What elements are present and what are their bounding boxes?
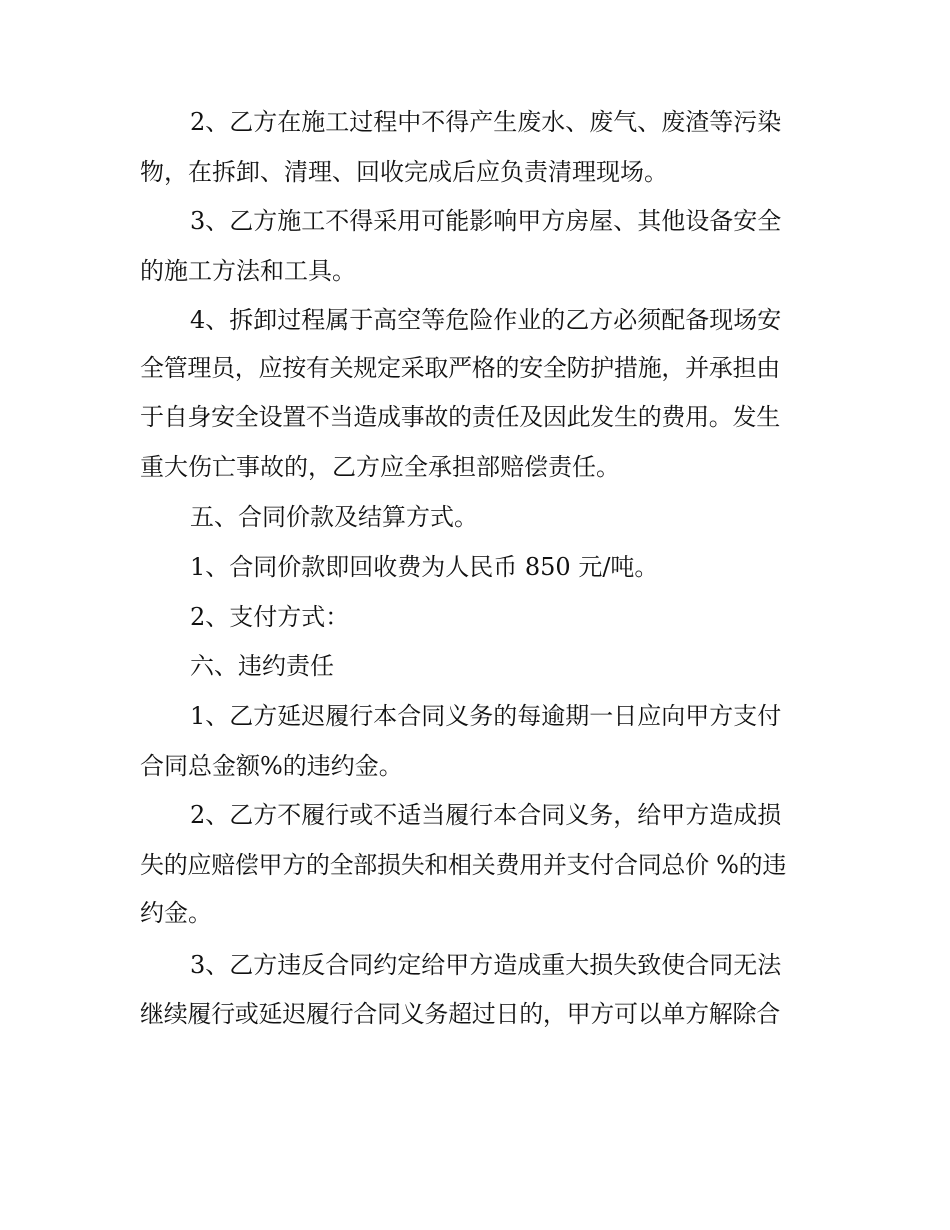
paragraph-line: 3、乙方施工不得采用可能影响甲方房屋、其他设备安全: [190, 207, 782, 235]
paragraph-line: 于自身安全设置不当造成事故的责任及因此发生的费用。发生: [140, 403, 780, 431]
section-heading: 五、合同价款及结算方式。: [190, 503, 478, 531]
paragraph-line: 1、合同价款即回收费为人民币 850 元/吨。: [190, 553, 659, 581]
paragraph-line: 物，在拆卸、清理、回收完成后应负责清理现场。: [140, 158, 668, 186]
paragraph-line: 4、拆卸过程属于高空等危险作业的乙方必须配备现场安: [190, 306, 782, 334]
paragraph-line: 失的应赔偿甲方的全部损失和相关费用并支付合同总价 %的违: [140, 851, 787, 879]
paragraph-line: 2、支付方式：: [190, 603, 350, 631]
paragraph-line: 2、乙方不履行或不适当履行本合同义务，给甲方造成损: [190, 801, 782, 829]
section-heading: 六、违约责任: [190, 652, 334, 680]
paragraph-line: 的施工方法和工具。: [140, 257, 356, 285]
paragraph-line: 全管理员，应按有关规定采取严格的安全防护措施，并承担由: [140, 354, 780, 382]
paragraph-line: 2、乙方在施工过程中不得产生废水、废气、废渣等污染: [190, 108, 782, 136]
paragraph-line: 继续履行或延迟履行合同义务超过日的，甲方可以单方解除合: [140, 1000, 780, 1028]
paragraph-line: 合同总金额%的违约金。: [140, 752, 403, 780]
paragraph-line: 重大伤亡事故的，乙方应全承担部赔偿责任。: [140, 453, 620, 481]
paragraph-line: 3、乙方违反合同约定给甲方造成重大损失致使合同无法: [190, 951, 782, 979]
paragraph-line: 约金。: [140, 899, 212, 927]
paragraph-line: 1、乙方延迟履行本合同义务的每逾期一日应向甲方支付: [190, 702, 782, 730]
